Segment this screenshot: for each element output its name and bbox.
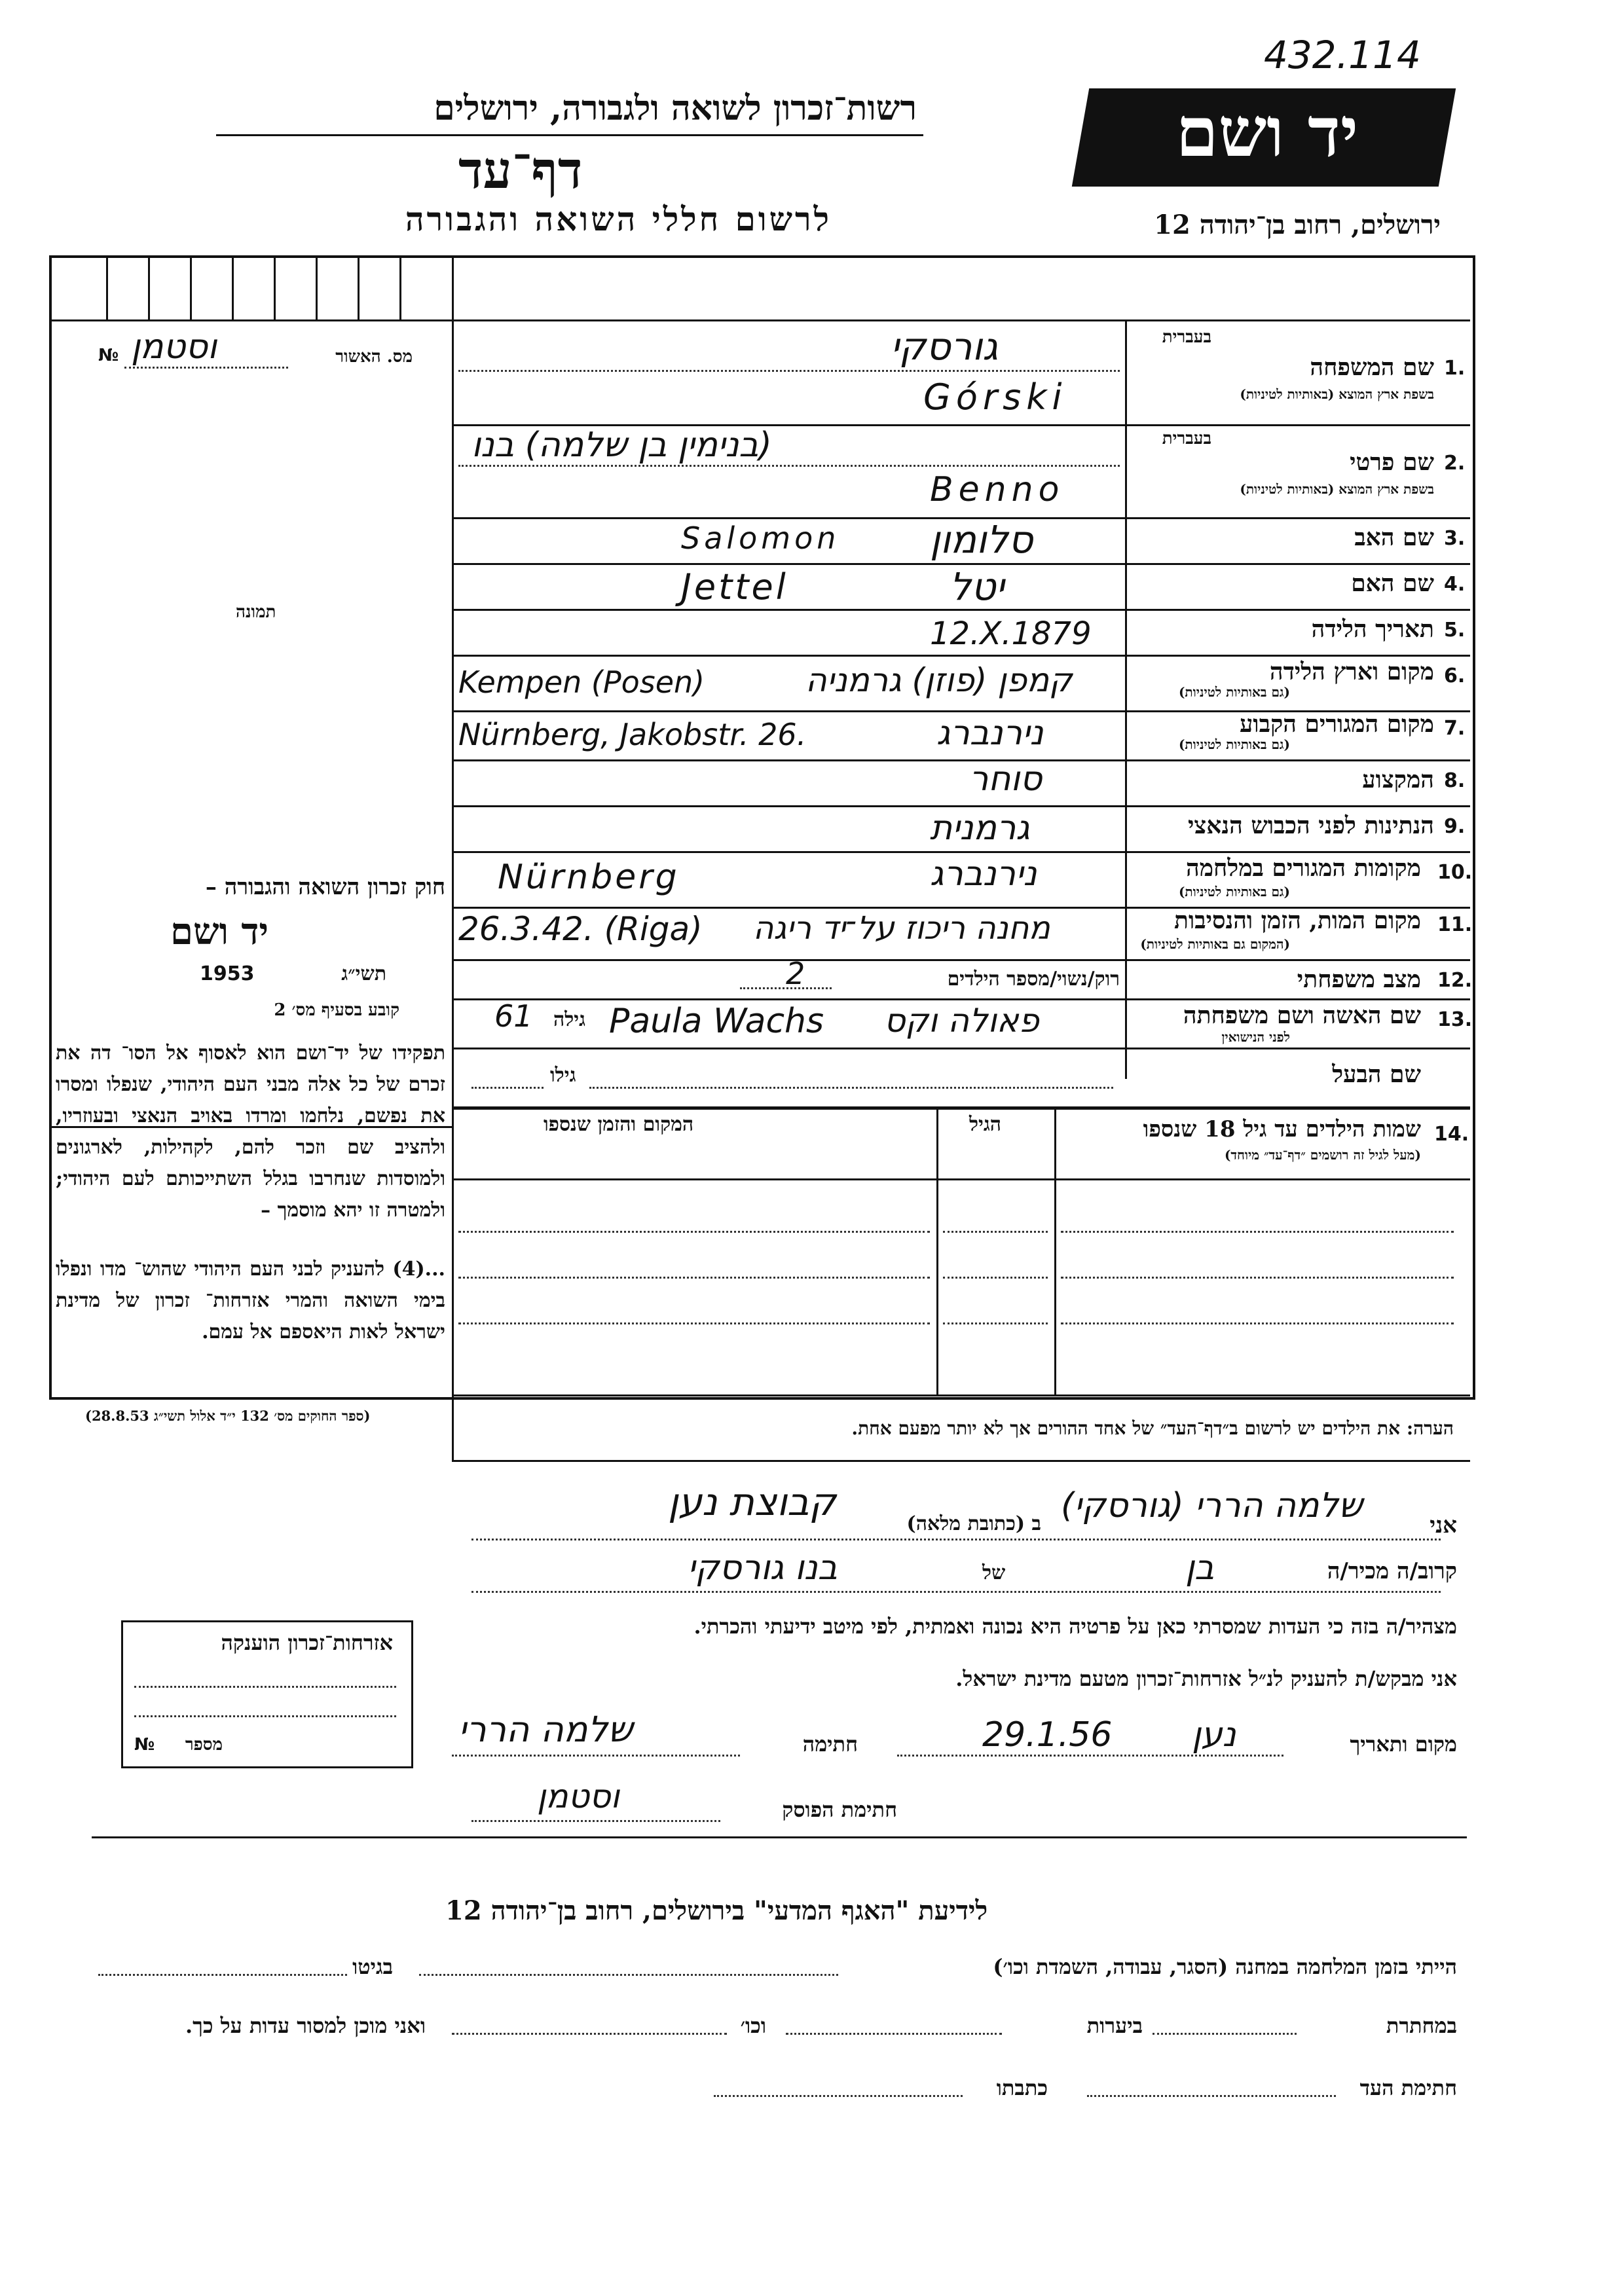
law-clause: קובע בסעיף מס׳ 2: [274, 1000, 399, 1020]
husband-age-label: גילו: [550, 1064, 576, 1087]
field-1-sublabel: בשפת ארץ המוצא (באותיות לטיניות): [1240, 386, 1434, 402]
wartime-residence-latin: Nürnberg: [498, 858, 680, 897]
date-value: 29.1.56: [982, 1715, 1113, 1755]
field-9-label: הנתינות לפני הכבוש הנאצי: [1187, 812, 1434, 839]
footer-ghetto-label: בגיטו: [352, 1954, 393, 1979]
signature-label: חתימה: [802, 1732, 858, 1757]
family-name-hebrew: גורסקי: [891, 324, 999, 369]
field-13-label: שם האשה ושם משפחתה: [1183, 1002, 1421, 1029]
wife-age-label: גילה: [553, 1008, 586, 1031]
field-3-label: שם האב: [1354, 524, 1434, 551]
mother-name-hebrew: יטל: [950, 564, 1005, 609]
place-value: נען: [1192, 1715, 1236, 1755]
field-11-label: מקום המות, הזמן והנסיבות: [1174, 907, 1421, 934]
field-4-number: 4.: [1444, 573, 1466, 596]
relation-value: בן: [1185, 1548, 1215, 1588]
approval-number-label: מס. האשור: [335, 347, 413, 367]
footer-camp-label: הייתי בזמן המלחמה במחנה (הסגר, עבודה, השמדת וכו׳): [993, 1954, 1457, 1979]
family-name-latin: Górski: [923, 376, 1067, 418]
father-name-latin: Salomon: [681, 520, 840, 556]
declaration-statement: מצהיר/ה בזה כי העדות שמסרתי כאן על פרטיה היא נכונה ואמתית, לפי מיטב ידיעתי והכרתי.: [693, 1614, 1457, 1639]
field-8-label: המקצוע: [1362, 766, 1434, 793]
field-10-number: 10.: [1437, 861, 1473, 884]
approval-number-value: וסטמן: [131, 327, 217, 367]
form-title: דף־עד: [458, 141, 583, 200]
field-6-sublabel: (גם באותיות לטיניות): [1178, 684, 1290, 700]
field-5-label: תאריך הלידה: [1311, 615, 1434, 643]
law-year-he: תשי״ג: [341, 962, 386, 985]
husband-name-label: שם הבעל: [1332, 1061, 1421, 1088]
birth-date: 12.X.1879: [930, 615, 1092, 652]
field-2-label: שם פרטי: [1350, 448, 1434, 476]
children-sublabel: (מעל לגיל זה רושמים ״דף־עד״ מיוחד): [1224, 1147, 1421, 1163]
field-12-label: מצב משפחתי: [1297, 966, 1421, 993]
mother-name-latin: Jettel: [681, 566, 788, 608]
death-date-place-latin: 26.3.42. (Riga): [458, 910, 703, 948]
of-label: של: [982, 1561, 1006, 1584]
footer-etc-label: וכו׳: [740, 2013, 766, 2038]
field-11-sublabel: (המקום גם באותיות לטיניות): [1140, 936, 1290, 952]
footer-underground-label: במחתרת: [1386, 2013, 1457, 2038]
declarant-address: קבוצת נען: [668, 1480, 836, 1524]
field-10-label: מקומות המגורים במלחמה: [1186, 854, 1421, 882]
law-reference: (ספר החוקים מס׳ 132 י״ד אלול תשי״ג 28.8.53): [85, 1408, 371, 1424]
law-name: יד ושם: [170, 910, 269, 953]
field-13-number: 13.: [1437, 1008, 1473, 1031]
official-signature: וסטמן: [537, 1777, 620, 1815]
law-year: 1953: [200, 962, 255, 985]
children-count: 2: [786, 956, 805, 991]
law-text-paragraph-1: תפקידו של יד־ושם הוא לאסוף אל הסו־ דה את זכרם של כל אלה מבני העם היהודי, שנפלו ומסרו את נפשם, נלחמו ומרדו באויב הנאצי ובעוזריו, ולהציב שם וזכר להם, לקהילות, לארגונים ולמוסדות שנחרבו בגלל השתייכותם לעם היהודי; ולמטרה זו יהא מוסמך –: [56, 1042, 445, 1222]
field-3-number: 3.: [1444, 527, 1466, 550]
first-name-latin: Benno: [930, 470, 1065, 509]
field-12-number: 12.: [1437, 969, 1473, 992]
footer-witness-signature-label: חתימת העד: [1359, 2075, 1457, 2100]
form-subtitle: לרשום חללי השואה והגבורה: [405, 200, 832, 238]
children-label: שמות הילדים עד גיל 18 שנספו: [1143, 1116, 1421, 1142]
logo-text: יד ושם: [1175, 92, 1359, 172]
residence-latin: Nürnberg, Jakobstr. 26.: [458, 717, 807, 752]
field-14-number: 14.: [1434, 1123, 1469, 1146]
declaration-i-label: אני: [1430, 1512, 1457, 1539]
field-10-sublabel: (גם באותיות לטיניות): [1178, 884, 1290, 900]
citizenship-title: אזרחות־זכרון הוענקה: [221, 1630, 393, 1655]
relation-label: קרוב/ה מכיר/ה: [1327, 1558, 1457, 1584]
law-text-paragraph-2: ...(4) להעניק לבני העם היהודי שהוש־ מדו ונפלו בימי השואה והמרי אזרחות־ זכרון של מדינת ישראל לאות היאספם אל עמם.: [56, 1258, 445, 1343]
official-signature-label: חתימת הפוסק: [782, 1797, 897, 1822]
field-2-lang-label: בעברית: [1162, 429, 1211, 448]
wartime-residence-hebrew: נירנברג: [930, 854, 1037, 894]
field-1-label: שם המשפחה: [1310, 354, 1434, 381]
field-8-number: 8.: [1444, 769, 1466, 792]
institute-address: ירושלים, רחוב בן־יהודה 12: [1154, 210, 1441, 240]
law-title: חוק זכרון השואה והגבורה –: [205, 874, 445, 900]
footer-title: לידיעת "האגף המדעי" בירושלים, רחוב בן־יהודה 12: [445, 1895, 988, 1926]
declarant-signature: שלמה הררי: [458, 1709, 633, 1750]
place-date-label: מקום ותאריך: [1350, 1732, 1457, 1757]
marital-status-options: רוק/נשוי/מספר הילדים: [947, 968, 1120, 991]
footer-forests-label: ביערות: [1086, 2013, 1143, 2038]
field-13-sublabel: לפני הנישואין: [1221, 1029, 1290, 1045]
birth-place-hebrew: קמפן (פוזן) גרמניה: [805, 661, 1073, 699]
children-place-header: המקום והזמן שנספו: [544, 1113, 694, 1136]
field-11-number: 11.: [1437, 913, 1473, 936]
field-5-number: 5.: [1444, 619, 1466, 642]
relation-of-name: בנו גורסקי: [688, 1548, 838, 1588]
field-7-label: מקום המגורים הקבוע: [1240, 710, 1434, 738]
field-6-label: מקום וארץ הלידה: [1269, 658, 1434, 685]
field-6-number: 6.: [1444, 665, 1466, 687]
field-7-number: 7.: [1444, 717, 1466, 740]
citizenship-request: אני מבקש/ת להעניק לנ״ל אזרחות־זכרון מטעם מדינת ישראל.: [955, 1666, 1457, 1691]
citizenship-number-label: מספר: [185, 1735, 223, 1755]
field-4-label: שם האם: [1351, 570, 1434, 597]
declarant-name: שלמה הררי (גורסקי): [1061, 1486, 1363, 1525]
death-circumstances-hebrew: מחנה ריכוז על־יד ריגה: [753, 910, 1050, 947]
citizenship-value: גרמנית: [930, 809, 1030, 848]
residence-hebrew: נירנברג: [936, 714, 1044, 753]
field-1-number: 1.: [1444, 357, 1466, 380]
field-2-number: 2.: [1444, 452, 1466, 475]
archive-reference-number: 432.114: [1264, 33, 1421, 77]
birth-place-latin: Kempen (Posen): [458, 665, 705, 700]
wife-name-hebrew: פאולה וקס: [884, 1002, 1039, 1040]
field-9-number: 9.: [1444, 815, 1466, 838]
field-1-lang-label: בעברית: [1162, 327, 1211, 347]
profession-value: סוחר: [969, 759, 1043, 799]
authority-name: רשות־זכרון לשואה ולגבורה, ירושלים: [434, 88, 917, 128]
field-7-sublabel: (גם באותיות לטיניות): [1178, 737, 1290, 752]
first-name-hebrew: (בנימין בן שלמה) בנו: [471, 426, 772, 465]
wife-name-latin: Paula Wachs: [609, 1002, 824, 1041]
footer-address-label: כתבתו: [996, 2075, 1048, 2100]
address-label: ב (כתובת מלאה): [906, 1512, 1041, 1535]
field-2-sublabel: בשפת ארץ המוצא (באותיות לטיניות): [1240, 481, 1434, 497]
father-name-hebrew: סלומון: [930, 517, 1033, 562]
photo-label: תמונה: [236, 602, 276, 622]
note-text: הערה: את הילדים יש לרשום ב״דף־העד״ של אחד ההורים אך לא יותר מפעם אחת.: [851, 1417, 1454, 1439]
citizenship-number-sign: №: [134, 1735, 155, 1755]
children-age-header: הגיל: [969, 1113, 1002, 1136]
wife-age: 61: [494, 998, 533, 1034]
approval-number-sign: №: [98, 346, 119, 365]
footer-testimony-statement: ואני מוכן למסור עדות על כך.: [185, 2013, 426, 2038]
